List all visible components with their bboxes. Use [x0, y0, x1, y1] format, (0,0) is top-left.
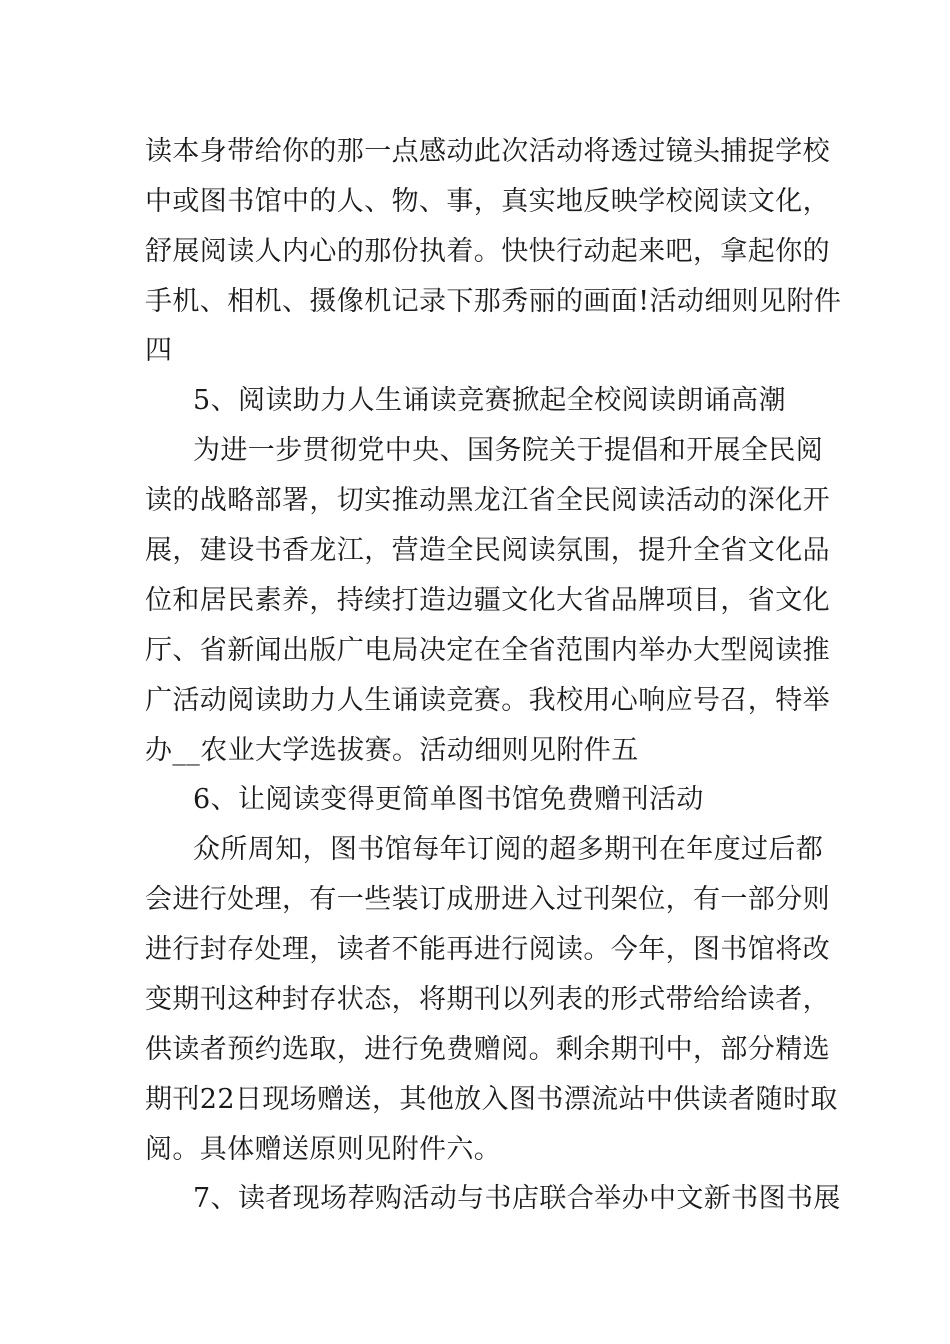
- text-line: 办__农业大学选拔赛。活动细则见附件五: [145, 735, 639, 766]
- text-line: 舒展阅读人内心的那份执着。快快行动起来吧，拿起你的: [145, 236, 830, 267]
- text-line: 众所周知，图书馆每年订阅的超多期刊在年度过后都: [193, 834, 824, 865]
- text-line: 广活动阅读助力人生诵读竞赛。我校用心响应号召，特举: [145, 685, 830, 716]
- text-line: 展，建设书香龙江，营造全民阅读氛围，提升全省文化品: [145, 535, 830, 566]
- section-heading: 5、阅读助力人生诵读竞赛掀起全校阅读朗诵高潮: [193, 385, 786, 416]
- text-line: 读本身带给你的那一点感动此次活动将透过镜头捕捉学校: [145, 136, 830, 167]
- text-line: 手机、相机、摄像机记录下那秀丽的画面!活动细则见附件: [145, 286, 842, 317]
- text-line: 厅、省新闻出版广电局决定在全省范围内举办大型阅读推: [145, 635, 830, 666]
- text-line: 为进一步贯彻党中央、国务院关于提倡和开展全民阅: [193, 435, 824, 466]
- text-line: 供读者预约选取，进行免费赠阅。剩余期刊中，部分精选: [145, 1034, 830, 1065]
- text-line: 中或图书馆中的人、物、事，真实地反映学校阅读文化，: [145, 186, 830, 217]
- text-line: 会进行处理，有一些装订成册进入过刊架位，有一部分则: [145, 884, 830, 915]
- text-line: 读的战略部署，切实推动黑龙江省全民阅读活动的深化开: [145, 485, 830, 516]
- text-line: 变期刊这种封存状态，将期刊以列表的形式带给给读者，: [145, 984, 830, 1015]
- text-line: 进行封存处理，读者不能再进行阅读。今年，图书馆将改: [145, 934, 830, 965]
- section-heading: 6、让阅读变得更简单图书馆免费赠刊活动: [193, 784, 704, 815]
- text-line: 四: [145, 335, 173, 366]
- text-line: 位和居民素养，持续打造边疆文化大省品牌项目，省文化: [145, 585, 830, 616]
- text-line: 阅。具体赠送原则见附件六。: [145, 1134, 502, 1165]
- text-line: 期刊22日现场赠送，其他放入图书漂流站中供读者随时取: [145, 1084, 838, 1115]
- section-heading: 7、读者现场荐购活动与书店联合举办中文新书图书展: [193, 1183, 841, 1214]
